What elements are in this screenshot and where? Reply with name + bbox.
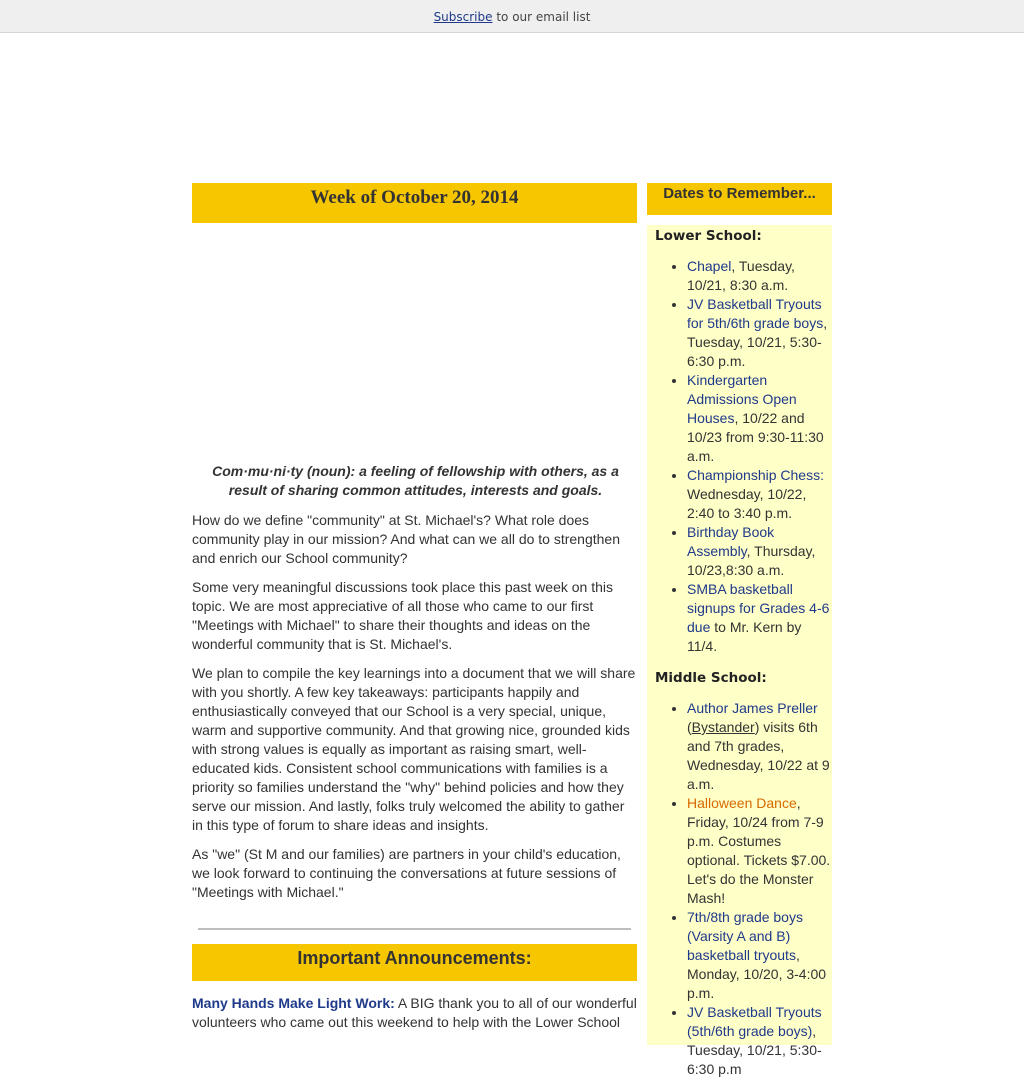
announcement-item [192,994,637,1032]
middle-school-list [655,699,832,1079]
event-detail: to Mr. Kern by 11/4. [687,619,802,654]
event-detail: , Monday, 10/20, 3-4:00 p.m. [687,947,827,1001]
subscribe-bar [0,0,1024,33]
event-detail: , Tuesday, 10/21, 5:30-6:30 p.m [687,1023,822,1077]
event-detail: , Thursday, 10/23,8:30 a.m. [687,543,816,578]
list-item [687,794,832,908]
event-link[interactable]: Chapel [687,258,732,274]
list-item [687,699,832,794]
week-title: Week of October 20, 2014 [192,183,637,223]
main-column [192,183,637,1032]
event-detail: ) visits 6th and 7th grades, Wednesday, 10/22 at 9 a.m. [687,719,830,792]
sidebar-title: Dates to Remember... [647,183,832,215]
event-detail-prefix: ( [687,719,692,735]
section-divider [198,928,631,930]
list-item [687,466,832,523]
announcements-title: Important Announcements: [192,944,637,981]
list-item [687,295,832,371]
paragraph: As "we" (St M and our families) are partners in your child's education, we look forward to continuing the conversations at future sessions of "Meetings with Michael." [192,846,621,900]
event-link[interactable]: Kindergarten Admissions Open Houses [687,372,797,426]
lower-school-title: Lower School: [655,228,762,244]
event-detail: , 10/22 and 10/23 from 9:30-11:30 a.m. [687,410,824,464]
event-link[interactable]: JV Basketball Tryouts for 5th/6th grade boys [687,296,824,331]
sidebar [647,183,832,1077]
event-detail: Wednesday, 10/22, 2:40 to 3:40 p.m. [687,486,807,521]
event-link[interactable]: Halloween Dance [687,795,797,811]
subscribe-suffix: to our email list [492,10,591,24]
list-item [687,257,832,295]
event-link[interactable]: SMBA basketball signups for Grades 4-6 due [687,581,830,635]
event-link[interactable]: JV Basketball Tryouts (5th/6th grade boys) [687,1004,822,1039]
list-item [687,1003,832,1079]
event-link[interactable]: Author James Preller [687,700,818,716]
event-detail: , Tuesday, 10/21, 5:30-6:30 p.m. [687,315,828,369]
lower-school-list [655,257,832,656]
paragraph: How do we define "community" at St. Michael's? What role does community play in our mission? And what can we all do to strengthen and enrich our School community? [192,512,621,566]
event-detail: , Friday, 10/24 from 7-9 p.m. Costumes optional. Tickets $7.00. Let's do the Monster Mash! [687,795,831,906]
article-body [192,511,637,902]
event-link[interactable]: 7th/8th grade boys (Varsity A and B) basketball tryouts [687,909,803,963]
list-item [687,523,832,580]
paragraph: Some very meaningful discussions took place this past week on this topic. We are most appreciative of all those who came to our first "Meetings with Michael" to share their thoughts and ideas on the wonderful community that is St. Michael's. [192,579,613,652]
event-link[interactable]: Championship Chess: [687,467,824,483]
list-item [687,908,832,1003]
middle-school-title: Middle School: [655,670,767,686]
event-detail: , Tuesday, 10/21, 8:30 a.m. [687,258,795,293]
paragraph: We plan to compile the key learnings into a document that we will share with you shortly. A few key takeaways: participants happily and enthusiastically conveyed that our School is a very special, unique, warm and supportive community. And that growing nice, grounded kids with strong values is equally as important as raising smart, well-educated kids. Consistent school communications with families is a priority so families understand the "why" behind policies and how they serve our mission. And lastly, folks truly welcomed the ability to gather in this type of forum to share ideas and insights. [192,665,636,833]
community-definition: Com·mu·ni·ty (noun): a feeling of fellowship with others, as a result of sharing common attitudes, interests and goals. [212,463,619,498]
subscribe-link[interactable]: Subscribe [433,10,493,24]
dates-panel [647,225,832,1077]
list-item [687,371,832,466]
book-link[interactable]: Bystander [691,719,755,735]
list-item [687,580,832,656]
announcement-lead[interactable]: Many Hands Make Light Work: [192,995,395,1011]
announcement-text: A BIG thank you to all of our wonderful volunteers who came out this weekend to help with the Lower School [192,995,637,1030]
event-link[interactable]: Birthday Book Assembly [687,524,775,559]
hero-image [192,223,637,462]
